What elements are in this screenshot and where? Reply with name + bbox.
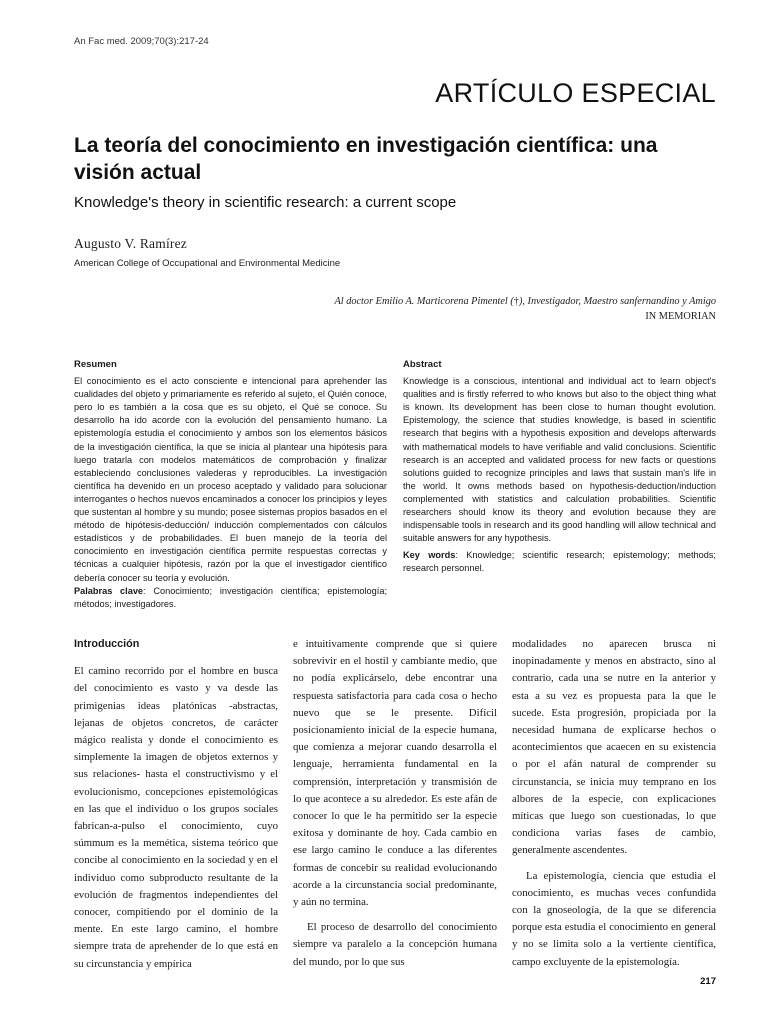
article-title: La teoría del conocimiento en investigación científica: una visión actual — [74, 134, 658, 184]
resumen-section — [74, 358, 387, 611]
body-paragraph: e intuitivamente comprende que si quiere sobrevivir en el hostil y cambiante medio, que no podía explicárselo, debe encontrar una respuesta satisfactoria para cada cosa o hecho nuevo que se le presente. Difícil posicionamiento inicial de la especie humana, que comienza a mejorar cuando desarrolla el lenguaje, herramienta fundamental en la comprensión, interpretación y transmisión de lo que acontece a su alrededor. Es este afán de conocer lo que le ha permitido ser la especie exitosa y dominante de hoy. Cada cambio en ese largo camino le conduce a las diferentes formas de concebir su realidad evolucionando acorde a la circunstancia social predominante, y aún no termina. — [293, 638, 497, 909]
author-name: Augusto V. Ramírez — [74, 236, 187, 251]
section-label: ARTÍCULO ESPECIAL — [435, 78, 716, 108]
dedication — [156, 294, 716, 324]
abstract-keywords-label: Key words — [403, 550, 456, 561]
abstract-text: Knowledge is a conscious, intentional and individual act to learn object's qualities and is firstly referred to who knows but also to the object thing what is known. Its development has been close to human thought evolution. Epistemology, the science that studies knowledge, is based in scientific research that begins with a hypothesis exposition and develops afterwards with mathematical models to have verifiable and valid conclusions. Scientific research is an accepted and validated process for new facts or questions solutions guided to recognize principles and laws that sustain man's life in the world. It owns methods based on hypothesis-deduction/induction complemented with statistics and calculation probabilities. Scientific researchers should know its theory and evolution because they are indispensable tools in research and its good handling will allow technical and suitable answers for any hypothesis. — [403, 376, 716, 544]
dedication-line-2: IN MEMORIAN — [645, 311, 716, 322]
author-affiliation: American College of Occupational and Environmental Medicine — [74, 258, 341, 269]
body-paragraph: La epistemología, ciencia que estudia el conocimiento, es muchas veces confundida con la gnoseología, de la que se diferencia porque esta estudia el conocimiento en general y no se limita solo a la vertiente científica, campo excluyente de la epistemología. — [512, 869, 716, 968]
introduction-heading: Introducción — [74, 638, 140, 650]
body-paragraph: modalidades no aparecen brusca ni inopinadamente y menos en abstracto, sino al contrario, cada una se nutre en la anterior y esta a su vez es propuesta para la que le sucede. Esta progresión, propiciada por la necesidad humana de explicarse hechos o acontecimientos que acaecen en su existencia o por el afán natural de comprender su circunstancia, se inicia muy temprano en los albores de la especie, con explicaciones míticas que luego son cuestionadas, lo que condiciona varias fases de cambio, generalmente ascendentes. — [512, 638, 716, 857]
dagger-symbol: † — [513, 296, 519, 307]
resumen-text: El conocimiento es el acto consciente e intencional para aprehender las cualidades del objeto y primariamente es referido al sujeto, el Quién conoce, pero lo es también a la cosa que es su objeto, el Qué se conoce. Su desarrollo ha ido acorde con la evolución del pensamiento humano. La epistemología estudia el conocimiento y ambos son los elementos básicos de la investigación científica, la que se inicia al plantear una hipótesis para luego tratarla con modelos matemáticos de comprobación y finalizar estableciendo conclusiones valederas y reproducibles. La investigación científica ha devenido en un proceso aceptado y validado para solucionar interrogantes o hechos nuevos encaminados a conocer los principios y leyes que sustentan al hombre y su mundo; posee sistemas propios basados en el método de hipótesis-deducción/ inducción complementados con cálculos estadísticos y de probabilidades. El buen manejo de la teoría del conocimiento en investigación científica permite respuestas correctas y técnicas a cualquier hipótesis, razón por la que el investigador científico debería conocer su teoría y evolución. — [74, 376, 387, 583]
dedication-line-1 — [156, 294, 716, 309]
dedication-text-end: ), Investigador, Maestro sanfernandino y Amigo — [518, 296, 716, 307]
journal-reference: An Fac med. 2009;70(3):217-24 — [74, 36, 209, 47]
body-column-1 — [74, 636, 278, 973]
page-number: 217 — [700, 976, 716, 987]
article-subtitle: Knowledge's theory in scientific research: a current scope — [74, 194, 457, 211]
resumen-keywords-label: Palabras clave — [74, 585, 144, 596]
abstract-section — [403, 358, 716, 576]
dedication-text-start: Al doctor Emilio A. Marticorena Pimentel ( — [334, 296, 514, 307]
resumen-keywords — [74, 585, 387, 611]
body-column-3 — [512, 636, 716, 971]
abstract-keywords-list: : Knowledge; scientific research; epistemology; methods; research personnel. — [403, 550, 716, 574]
body-paragraph: El proceso de desarrollo del conocimiento siempre va paralelo a la concepción humana del mundo, por lo que sus — [293, 921, 497, 968]
abstract-keywords — [403, 549, 716, 575]
resumen-keywords-list: : Conocimiento; investigación científica; epistemología; métodos; investigadores. — [74, 585, 387, 609]
body-column-2 — [293, 636, 497, 971]
resumen-heading: Resumen — [74, 359, 117, 370]
body-paragraph: El camino recorrido por el hombre en busca del conocimiento es vasto y va desde las primigenias ideas platónicas -abstractas, lejanas de objetos concretos, de carácter mágico realista y donde el conocimiento es simplemente la imagen de objetos externos y sus relaciones- hasta el constructivismo y el evolucionismo, concepciones epistemológicas en las que el individuo o los grupos sociales fabrican-a-pulso el conocimiento, cuyo súmmum es la memética, sistema teórico que concibe al conocimiento en la sociedad y en el individuo como subproducto resultante de la evolución de fragmentos independientes del conocer, compitiendo por el dominio de la mente. En este largo camino, el hombre siempre trata de aprehender de lo que está en su circunstancia y empírica — [74, 665, 278, 970]
abstract-heading: Abstract — [403, 359, 442, 370]
